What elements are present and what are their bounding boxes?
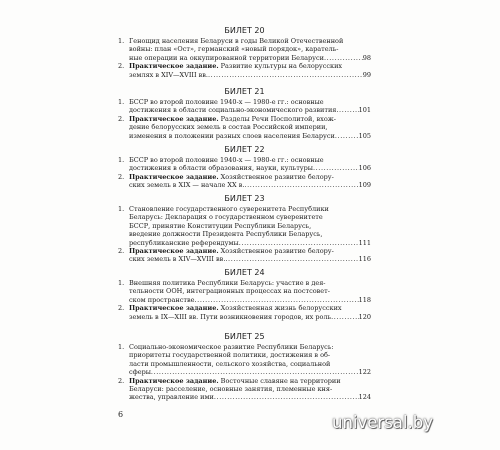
dot-leader [214,393,359,401]
ticket-title: БИЛЕТ 22 [224,145,265,154]
dot-leader [244,181,358,189]
ticket-24 [118,268,371,321]
question-line: Генощид населения Беларуси в годы Великой Отечественной [129,37,344,45]
practical-task-label: Практическое задание. [129,114,219,123]
question-1 [118,279,371,304]
question-line: БССР, принятие Конституции Республики Беларусь, [129,221,312,230]
page-ref: 116 [358,255,371,264]
toc-entry-line [129,239,371,247]
page-ref: 111 [358,238,371,247]
question-line: Разделы Речи Посполитой, вхож- [218,114,336,123]
toc-entry-line [129,132,371,140]
practical-task-label: Практическое задание. [129,62,219,71]
page-ref: 122 [358,368,371,377]
page-ref: 124 [358,393,371,402]
question-line: Хозяйственное развитие белору- [218,172,334,181]
question-line: Становление государственного суверенитета Республики [129,205,329,213]
question-line: ских земель в XIV—XVIII вв. [129,255,226,264]
page-ref: 98 [362,53,371,62]
question-line: жества, управление ими [129,393,214,402]
ticket-21 [118,87,371,140]
toc-entry-line [129,313,371,321]
toc-entry-line [129,181,371,189]
dot-leader [239,239,359,247]
ticket-25 [118,332,371,402]
question-number: 1. [118,205,125,213]
question-line: Развитие культуры на белорусских [218,62,343,71]
question-line: войны: план «Ост», германский «новый порядок», каратель- [129,45,339,54]
question-number: 2. [118,62,125,71]
dot-leader [331,313,358,321]
page-ref: 120 [358,312,371,321]
question-line: землях в XIV—XVIII вв. [129,70,208,79]
question-2 [118,173,371,190]
toc-entry-line [129,164,371,172]
ticket-title: БИЛЕТ 23 [224,194,265,203]
ticket-title: БИЛЕТ 21 [224,87,265,96]
ticket-20 [118,26,371,79]
ticket-title: БИЛЕТ 24 [224,268,265,277]
toc-entry-line [129,255,371,263]
toc-entry-line [129,54,371,62]
question-2 [118,377,371,402]
question-line: дение белорусских земель в состав Российской империи, [129,123,328,132]
question-line: Социально-экономическое развитие Республики Беларусь: [129,343,334,351]
dot-leader [208,71,363,79]
question-line: достижения в области социально-экономического развития [129,106,337,115]
ticket-title: БИЛЕТ 25 [224,332,265,341]
dot-leader [324,54,363,62]
question-number: 1. [118,156,125,164]
question-line: Хозяйственная жизнь белорусских [218,304,342,313]
dot-leader [335,132,359,140]
dot-leader [225,255,358,263]
question-line: изменения в положении разных слоев населения Беларуси [129,131,335,140]
question-number: 1. [118,279,125,287]
question-1 [118,98,371,115]
practical-task-label: Практическое задание. [129,247,219,256]
question-line: ласти промышленности, сельского хозяйства, социальной [129,359,331,368]
dot-leader [313,164,359,172]
page-ref: 105 [358,131,371,140]
page-ref: 99 [362,70,371,79]
question-line: Восточные славяне на территории [218,376,341,385]
question-number: 2. [118,247,125,256]
question-number: 1. [118,98,125,106]
question-line: Внешняя политика Республики Беларусь: участие в дея- [129,279,326,287]
practical-task-label: Практическое задание. [129,172,219,181]
question-line: приоритеты государственной политики, достижения в об- [129,351,331,360]
question-number: 1. [118,37,125,45]
ticket-title: БИЛЕТ 20 [224,26,265,35]
question-number: 2. [118,114,125,123]
question-line: достижения в области образования, науки, культуры [129,164,313,173]
question-number: 2. [118,376,125,385]
ticket-22 [118,145,371,190]
question-2 [118,115,371,140]
question-line: ском пространстве [129,295,195,304]
question-1 [118,343,371,377]
question-line: земель в IX—XIII вв. Пути возникновения городов, их роль [129,312,332,321]
practical-task-label: Практическое задание. [129,376,219,385]
page-ref: 118 [358,295,371,304]
question-2 [118,247,371,264]
toc-entry-line [129,393,371,401]
question-number: 2. [118,304,125,313]
toc-entry-line [129,368,371,376]
question-1 [118,156,371,173]
page-ref: 101 [358,106,371,115]
question-line: ные операции на оккупированной территории Беларуси [129,53,324,62]
question-line: Беларуси: расселение, основные занятия, племенные кня- [129,385,333,394]
question-2 [118,62,371,79]
dot-leader [336,106,358,114]
page-ref: 109 [358,181,371,190]
question-line: Хозяйственное развитие белору- [218,247,334,256]
question-2 [118,304,371,321]
question-number: 2. [118,172,125,181]
question-line: республиканские референдумы [129,238,239,247]
question-line: БССР во второй половине 1940-х — 1980-е гг.: основные [129,156,324,164]
site-watermark: universal.by [332,413,433,432]
toc-entry-line [129,71,371,79]
practical-task-label: Практическое задание. [129,304,219,313]
question-line: тельности ООН, интеграционных процессах на постсовет- [129,287,330,296]
page-ref: 106 [358,164,371,173]
question-number: 1. [118,343,125,351]
dot-leader [151,368,359,376]
question-1 [118,37,371,62]
question-line: сферы [129,368,151,377]
question-line: БССР во второй половине 1940-х — 1980-е гг.: основные [129,98,324,106]
question-1 [118,205,371,247]
toc-entry-line [129,296,371,304]
question-line: ских земель в XIX — начале XX в. [129,181,245,190]
page-number: 6 [118,410,124,419]
question-line: введение должности Президента Республики Беларусь, [129,230,323,239]
dot-leader [195,296,359,304]
ticket-23 [118,194,371,264]
question-line: Беларусь: Декларация о государственном суверенитете [129,213,323,222]
toc-entry-line [129,106,371,114]
